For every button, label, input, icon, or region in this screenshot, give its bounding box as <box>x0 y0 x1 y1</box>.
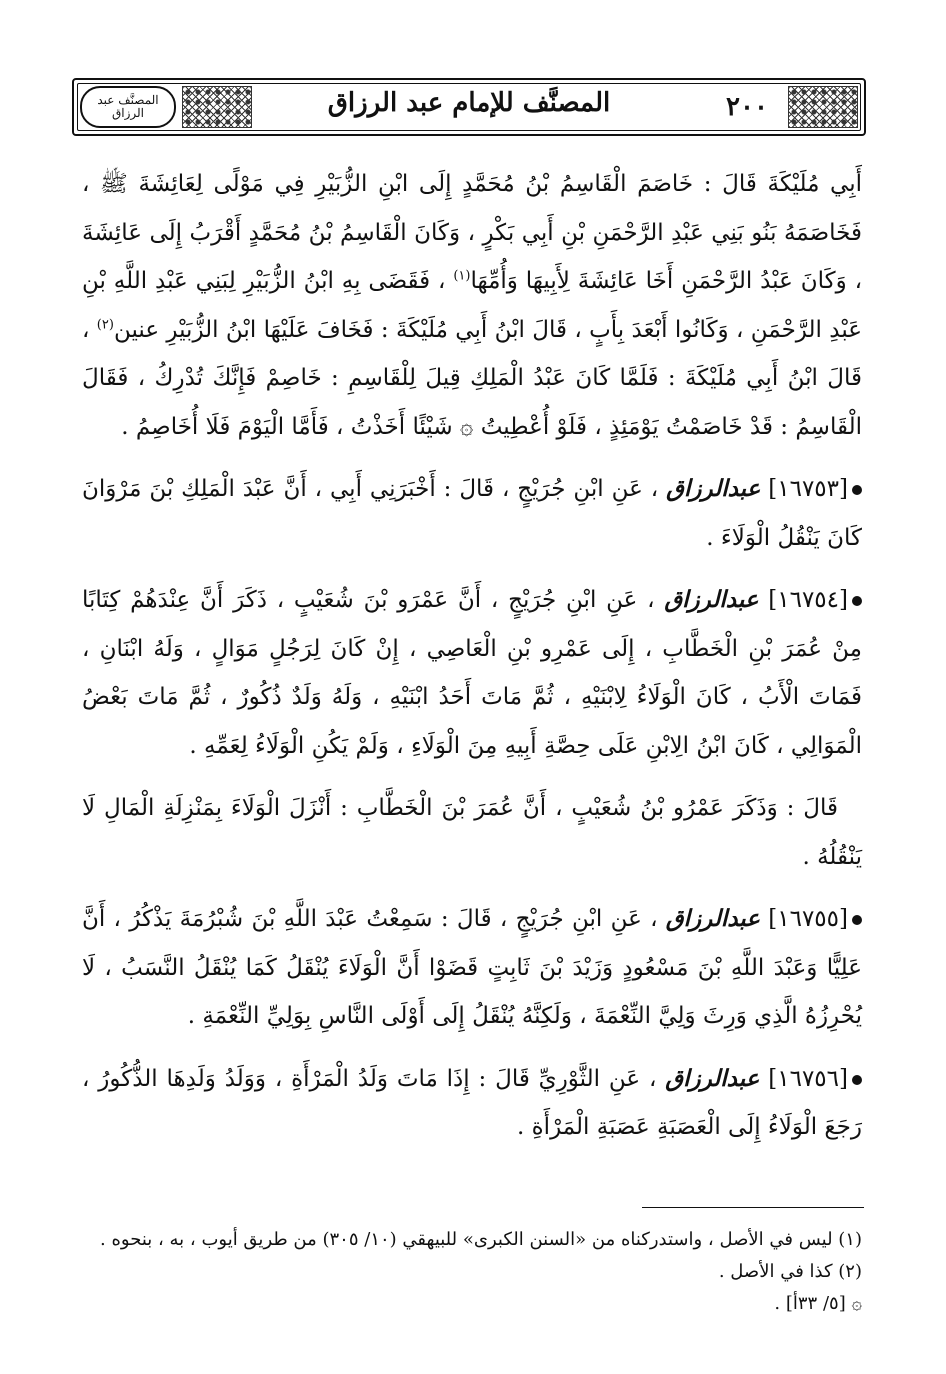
hadith-author: عبدالرزاق <box>665 905 760 932</box>
bullet-icon <box>852 915 862 925</box>
page-number: ٢٠٠ <box>726 92 768 122</box>
hadith-16754 <box>82 576 862 770</box>
footnotes <box>82 1224 862 1320</box>
hadith-number: [١٦٧٥٦] <box>768 1065 849 1092</box>
paragraph-text: ، عَنِ ابْنِ جُرَيْجٍ ، أَنَّ عَمْرَو بْنَ شُعَيْبٍ ، ذَكَرَ أَنَّ عِنْدَهُمْ كِتَابًا مِنْ عُمَرَ بْنِ الْخَطَّابِ ، إِلَى عَمْرِو بْنِ الْعَاصِي ، إِنْ كَانَ لِرَجُلٍ مَوَالٍ ، وَلَهُ ابْنَانِ ، فَمَاتَ الْأَبُ ، كَانَ الْوَلَاءُ لِابْنَيْهِ ، ثُمَّ مَاتَ أَحَدُ ابْنَيْهِ ، وَلَهُ وَلَدٌ ذُكُورٌ ، ثُمَّ مَاتَ بَعْضُ الْمَوَالِي ، كَانَ ابْنُ الِابْنِ عَلَى حِصَّةِ أَبِيهِ مِنَ الْوَلَاءِ ، وَلَمْ يَكُنِ الْوَلَاءُ لِعَمِّهِ . <box>82 587 862 759</box>
paragraph-text: قَالَ : وَذَكَرَ عَمْرُو بْنُ شُعَيْبٍ ، أَنَّ عُمَرَ بْنَ الْخَطَّابِ : أَنْزَلَ الْوَلَاءَ بِمَنْزِلَةِ الْمَالِ لَا يَنْقُلُهُ . <box>82 795 862 870</box>
footnote-divider <box>642 1207 864 1208</box>
hadith-number: [١٦٧٥٤] <box>768 587 849 613</box>
paragraph-text: أَبِي مُلَيْكَةَ قَالَ : خَاصَمَ الْقَاسِمُ بْنُ مُحَمَّدٍ إِلَى ابْنِ الزُّبَيْرِ فِي مَوْلًى لِعَائِشَةَ ﷺ ، فَخَاصَمَهُ بَنُو بَنِي عَبْدِ الرَّحْمَنِ بْنِ أَبِي بَكْرٍ ، وَكَانَ الْقَاسِمُ بْنُ مُحَمَّدٍ أَقْرَبُ إِلَى عَائِشَةَ ، وَكَانَ عَبْدُ الرَّحْمَنِ أَخَا عَائِشَةَ لِأَبِيهَا وَأُمِّهَا <box>82 171 862 294</box>
paragraph-continuation <box>82 160 862 451</box>
header-ornament-right <box>788 86 858 128</box>
paragraph-text: ، عَنِ ابْنِ جُرَيْجٍ ، قَالَ : أَخْبَرَنِي أَبِي ، أَنَّ عَبْدَ الْمَلِكِ بْنَ مَرْوَانَ كَانَ يَنْقُلُ الْوَلَاءَ . <box>82 476 862 551</box>
footnote-ref: (١) <box>453 268 471 284</box>
paragraph-text: ، فَقَضَى بِهِ ابْنُ الزُّبَيْرِ لِبَنِي عَبْدِ اللَّهِ بْنِ عَبْدِ الرَّحْمَنِ ، وَكَانُوا أَبْعَدَ بِأَبٍ ، قَالَ ابْنُ أَبِي مُلَيْكَةَ : فَخَافَ عَلَيْهَا ابْنُ الزُّبَيْرِ عنين <box>82 268 862 343</box>
running-header <box>72 78 866 136</box>
header-ornament-left <box>182 86 252 128</box>
bullet-icon <box>852 485 862 495</box>
hadith-author: عبدالرزاق <box>666 475 761 502</box>
header-right-group <box>712 86 858 128</box>
hadith-16755 <box>82 895 862 1041</box>
hadith-16753 <box>82 465 862 562</box>
paragraph-qala <box>82 784 862 881</box>
hadith-number: [١٦٧٥٣] <box>768 476 849 502</box>
hadith-author: عبدالرزاق <box>665 1064 760 1092</box>
paragraph-text: ، عَنِ ابْنِ جُرَيْجٍ ، قَالَ : سَمِعْتُ عَبْدَ اللَّهِ بْنَ شُبْرُمَةَ يَذْكُرُ ، أَنَّ عَلِيًّا وَعَبْدَ اللَّهِ بْنَ مَسْعُودٍ وَزَيْدَ بْنَ ثَابِتٍ قَضَوْا أَنَّ الْوَلَاءَ يُنْقَلُ كَمَا يُنْقَلُ النَّسَبُ ، لَا يُحْرِزُهُ الَّذِي وَرِثَ وَلِيَّ النِّعْمَةَ ، وَلَكِنَّهُ يُنْقَلُ إِلَى أَوْلَى النَّاسِ بِوَلِيِّ النِّعْمَةِ . <box>82 906 862 1029</box>
bullet-icon <box>852 596 862 606</box>
main-text <box>82 160 862 1166</box>
hadith-author: عبدالرزاق <box>664 586 759 613</box>
footnote-ref: (٢) <box>96 316 114 332</box>
paragraph-text: ، قَالَ ابْنُ أَبِي مُلَيْكَةَ : فَلَمَّا كَانَ عَبْدُ الْمَلِكِ قِيلَ لِلْقَاسِمِ : خَاصِمْ فَإِنَّكَ تُدْرِكُ ، فَقَالَ الْقَاسِمُ : قَدْ خَاصَمْتُ يَوْمَئِذٍ ، فَلَوْ أُعْطِيتُ ۞ شَيْئًا أَخَذْتُ ، فَأَمَّا الْيَوْمَ فَلَا أُخَاصِمُ . <box>82 316 862 440</box>
book-seal-logo: المصنَّف عبد الرزاق <box>80 86 176 128</box>
hadith-number: [١٦٧٥٥] <box>768 906 848 932</box>
bullet-icon <box>852 1075 862 1085</box>
footnote-1: (١) ليس في الأصل ، واستدركناه من «السنن الكبرى» للبيهقي (١٠/ ٣٠٥) من طريق أيوب ، به ، بنحوه . <box>100 1229 862 1250</box>
paragraph-text: ، عَنِ الثَّوْرِيِّ قَالَ : إِذَا مَاتَ وَلَدُ الْمَرْأَةِ ، وَوَلَدُ وَلَدِهَا الذُّكُورُ ، رَجَعَ الْوَلَاءُ إِلَى الْعَصَبَةِ عَصَبَةِ الْمَرْأَةِ . <box>82 1065 862 1140</box>
page-title: المصنَّف للإمام عبد الرزاق <box>327 88 611 118</box>
header-left-group <box>80 86 252 128</box>
manuscript-ref: ۞ [٥/ ٣٣أ] . <box>774 1293 862 1314</box>
hadith-16756 <box>82 1055 862 1152</box>
footnote-2: (٢) كذا في الأصل . <box>718 1261 862 1282</box>
